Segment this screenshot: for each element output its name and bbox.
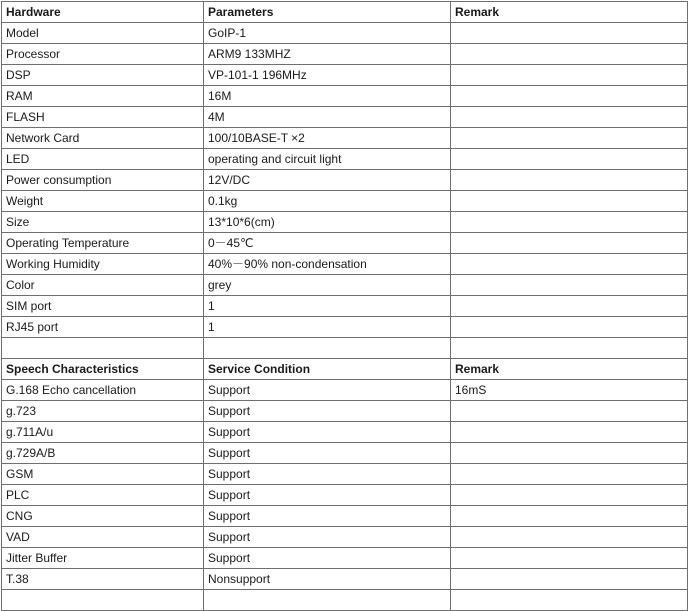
hardware-table-row-cell [451, 296, 688, 317]
hardware-table-row-cell: 1 [204, 296, 451, 317]
hardware-table-row-cell: LED [2, 149, 204, 170]
speech-table-row-cell: Support [204, 401, 451, 422]
speech-table-row-cell: 16mS [451, 380, 688, 401]
hardware-header-row [2, 2, 688, 23]
hardware-table-row-cell: RJ45 port [2, 317, 204, 338]
hardware-table-row-cell: GoIP-1 [204, 23, 451, 44]
hardware-table-row-cell [451, 107, 688, 128]
spacer-row-cell [2, 338, 204, 359]
speech-table-row-cell: Support [204, 506, 451, 527]
hardware-table-row [2, 254, 688, 275]
hardware-table-row-cell: 1 [204, 317, 451, 338]
speech-table-row-cell: Support [204, 443, 451, 464]
hardware-table-row-cell [451, 128, 688, 149]
hardware-table-row-cell: Size [2, 212, 204, 233]
speech-table-row-cell: g.729A/B [2, 443, 204, 464]
hardware-table-row [2, 149, 688, 170]
speech-table-row-cell: Support [204, 464, 451, 485]
speech-table-row-cell: g.711A/u [2, 422, 204, 443]
hardware-table-row-cell: 4M [204, 107, 451, 128]
speech-table-row-cell [451, 569, 688, 590]
hardware-table-row-cell [451, 23, 688, 44]
hardware-table-row [2, 212, 688, 233]
hardware-table-row-cell: Color [2, 275, 204, 296]
hardware-table-row-cell: Processor [2, 44, 204, 65]
hardware-table-row-cell [451, 44, 688, 65]
hardware-table-row-cell [451, 254, 688, 275]
hardware-table-row [2, 128, 688, 149]
speech-table-row-cell: Support [204, 422, 451, 443]
speech-table-row-cell: VAD [2, 527, 204, 548]
hardware-table-row-cell [451, 212, 688, 233]
speech-table-row-cell: PLC [2, 485, 204, 506]
speech-table-row-cell: GSM [2, 464, 204, 485]
speech-table-row-cell [451, 464, 688, 485]
hardware-table-row-cell: FLASH [2, 107, 204, 128]
hardware-table-row-cell: Network Card [2, 128, 204, 149]
speech-table-row-cell: Nonsupport [204, 569, 451, 590]
hardware-header-row-cell: Parameters [204, 2, 451, 23]
hardware-table-row-cell: DSP [2, 65, 204, 86]
speech-table-row [2, 527, 688, 548]
speech-table-row-cell [451, 548, 688, 569]
hardware-table-row-cell [451, 275, 688, 296]
hardware-table-row [2, 317, 688, 338]
hardware-table-row-cell: 13*10*6(cm) [204, 212, 451, 233]
speech-header-row-cell: Speech Characteristics [2, 359, 204, 380]
speech-table-row [2, 422, 688, 443]
hardware-table-row [2, 107, 688, 128]
hardware-table-row [2, 191, 688, 212]
speech-table-row-cell: T.38 [2, 569, 204, 590]
speech-header-row [2, 359, 688, 380]
speech-table-row-cell [451, 485, 688, 506]
hardware-table-row-cell [451, 191, 688, 212]
hardware-table-row-cell: 12V/DC [204, 170, 451, 191]
spacer-row-cell [451, 338, 688, 359]
speech-table-row-cell: Support [204, 380, 451, 401]
hardware-table-row [2, 23, 688, 44]
hardware-table-row-cell: operating and circuit light [204, 149, 451, 170]
hardware-table-row-cell: Operating Temperature [2, 233, 204, 254]
speech-table-row-cell: CNG [2, 506, 204, 527]
speech-table-row-cell: Support [204, 548, 451, 569]
hardware-table-row-cell: Weight [2, 191, 204, 212]
hardware-table-row-cell: grey [204, 275, 451, 296]
speech-table-row-cell [451, 443, 688, 464]
hardware-table-row [2, 275, 688, 296]
speech-table-row-cell: Jitter Buffer [2, 548, 204, 569]
spacer-row-cell [451, 590, 688, 611]
hardware-table-row [2, 296, 688, 317]
hardware-header-row-cell: Remark [451, 2, 688, 23]
hardware-table-row-cell [451, 170, 688, 191]
hardware-table-row-cell [451, 317, 688, 338]
speech-header-row-cell: Service Condition [204, 359, 451, 380]
hardware-table-row-cell: 0.1kg [204, 191, 451, 212]
spacer-row [2, 338, 688, 359]
hardware-table-row-cell [451, 233, 688, 254]
spacer-row-cell [204, 338, 451, 359]
speech-table-row-cell [451, 401, 688, 422]
speech-table-row [2, 548, 688, 569]
hardware-table-row [2, 65, 688, 86]
speech-table-row [2, 464, 688, 485]
hardware-table-row-cell [451, 86, 688, 107]
hardware-table-row-cell: Power consumption [2, 170, 204, 191]
speech-table-row [2, 485, 688, 506]
hardware-table-row-cell: 0－45℃ [204, 233, 451, 254]
spacer-row-cell [2, 590, 204, 611]
speech-table-row-cell [451, 422, 688, 443]
hardware-table-row-cell: ARM9 133MHZ [204, 44, 451, 65]
speech-table-row-cell [451, 527, 688, 548]
hardware-table-row-cell: Working Humidity [2, 254, 204, 275]
hardware-table-row-cell: 100/10BASE-T ×2 [204, 128, 451, 149]
hardware-table-row-cell: 16M [204, 86, 451, 107]
speech-table-row [2, 380, 688, 401]
spacer-row [2, 590, 688, 611]
speech-header-row-cell: Remark [451, 359, 688, 380]
speech-table-row-cell [451, 506, 688, 527]
hardware-table-row-cell: 40%－90% non-condensation [204, 254, 451, 275]
speech-table-row [2, 569, 688, 590]
speech-table-row-cell: Support [204, 527, 451, 548]
speech-table-row-cell: g.723 [2, 401, 204, 422]
speech-table-row [2, 401, 688, 422]
hardware-table-row [2, 170, 688, 191]
hardware-header-row-cell: Hardware [2, 2, 204, 23]
hardware-table-row-cell: Model [2, 23, 204, 44]
hardware-table-row [2, 86, 688, 107]
speech-table-row-cell: G.168 Echo cancellation [2, 380, 204, 401]
spec-table-body [2, 2, 688, 611]
spec-table [1, 1, 688, 611]
hardware-table-row [2, 44, 688, 65]
hardware-table-row [2, 233, 688, 254]
hardware-table-row-cell [451, 149, 688, 170]
speech-table-row [2, 506, 688, 527]
hardware-table-row-cell [451, 65, 688, 86]
hardware-table-row-cell: SIM port [2, 296, 204, 317]
speech-table-row [2, 443, 688, 464]
speech-table-row-cell: Support [204, 485, 451, 506]
spacer-row-cell [204, 590, 451, 611]
hardware-table-row-cell: VP-101-1 196MHz [204, 65, 451, 86]
hardware-table-row-cell: RAM [2, 86, 204, 107]
